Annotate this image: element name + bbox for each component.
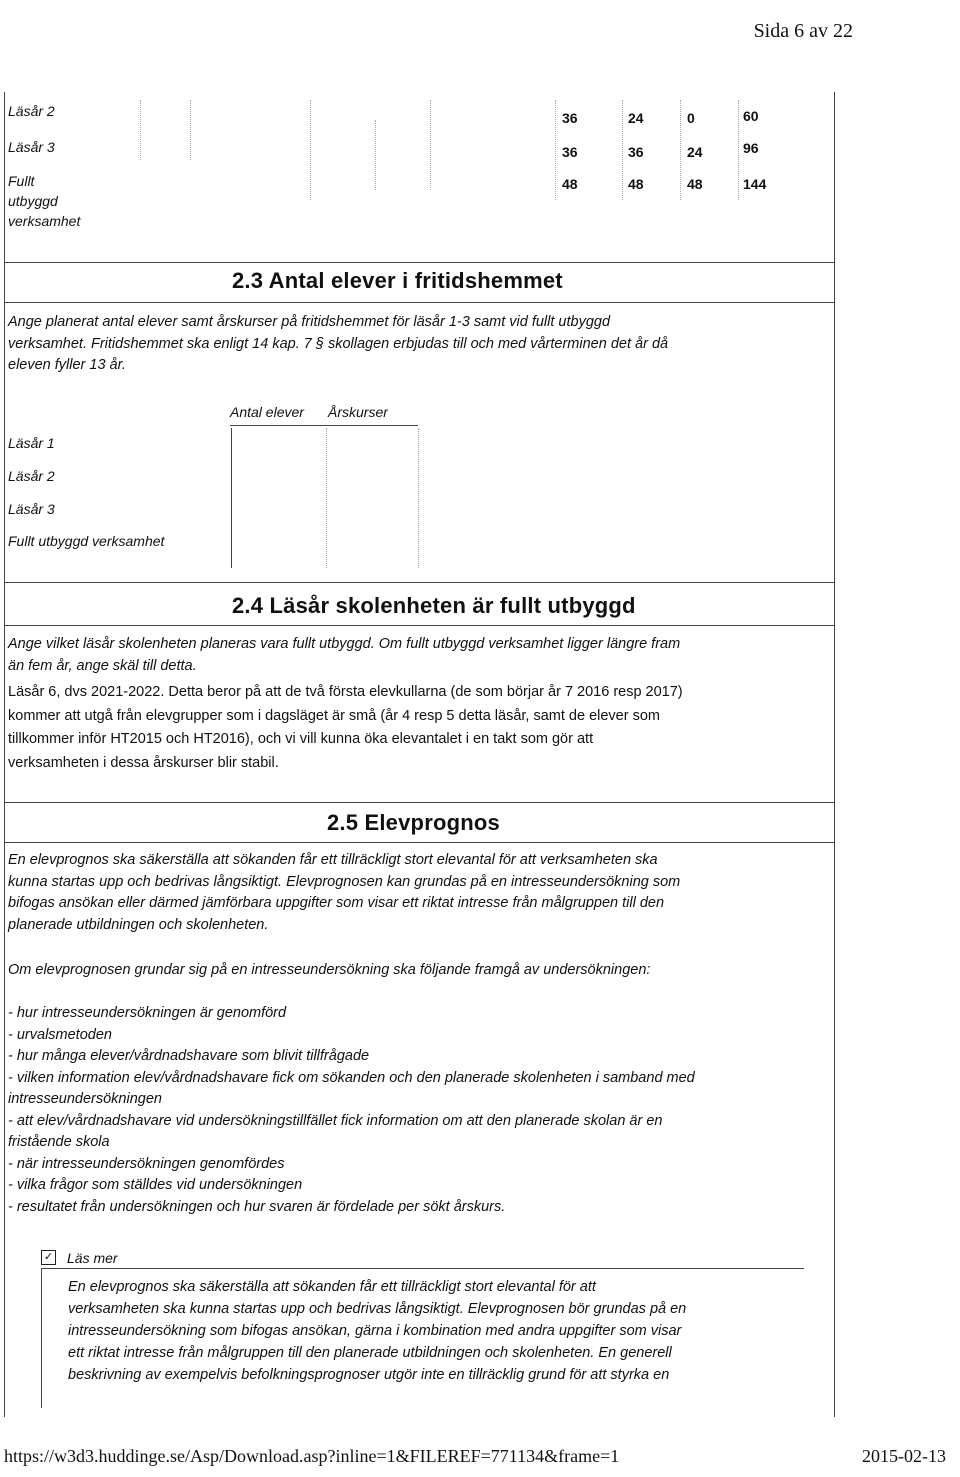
cell-value: 24	[628, 110, 644, 126]
cell-value: 48	[687, 176, 703, 192]
read-more-box-top	[41, 1268, 804, 1269]
intro-line: bifogas ansökan eller därmed jämförbara uppgifter som visar ett riktat intresse från målgruppen till den	[8, 895, 665, 911]
column-separator	[622, 100, 623, 200]
cell-value: 0	[687, 110, 695, 126]
row-label: Läsår 2	[8, 103, 55, 119]
row-label: Läsår 3	[8, 501, 55, 517]
read-more-line: ett riktat intresse från målgruppen till den planerade utbildningen och skolenheten. En generell	[68, 1345, 672, 1361]
read-more-line: verksamheten ska kunna startas upp och bedrivas långsiktigt. Elevprognosen bör grundas på en	[68, 1301, 687, 1317]
row-label: Läsår 3	[8, 139, 55, 155]
list-item: - vilken information elev/vårdnadshavare fick om sökanden och den planerade skolenheten i samband med	[8, 1069, 695, 1086]
row-label: verksamhet	[8, 213, 81, 229]
read-more-line: beskrivning av exempelvis befolkningsprognoser utgör inte en tillräcklig grund för att styrka en	[68, 1367, 670, 1383]
page-number: Sida 6 av 22	[753, 20, 853, 42]
cell-value: 48	[562, 176, 578, 192]
row-label: Fullt	[8, 173, 35, 189]
section-heading-2-4: 2.4 Läsår skolenheten är fullt utbyggd	[232, 593, 636, 618]
column-header-arskurser: Årskurser	[328, 404, 388, 420]
section-divider	[4, 582, 835, 583]
column-separator	[326, 428, 327, 568]
intro-line: planerade utbildningen och skolenheten.	[8, 916, 269, 933]
row-label: Läsår 1	[8, 435, 55, 451]
intro-line: En elevprognos ska säkerställa att sökanden får ett tillräckligt stort elevantal för att verksamheten ska	[8, 852, 658, 868]
column-header-antal-elever: Antal elever	[230, 404, 304, 420]
section-divider	[4, 302, 835, 303]
row-label: Fullt utbyggd verksamhet	[8, 533, 165, 549]
cell-value: 36	[562, 110, 578, 126]
cell-value: 144	[743, 176, 767, 192]
read-more-checkbox[interactable]: ✓	[41, 1250, 56, 1265]
answer-line: kommer att utgå från elevgrupper som i dagsläget är små (år 4 resp 5 detta läsår, samt de elever som	[8, 707, 660, 724]
section-divider	[4, 802, 835, 803]
instruction-line: än fem år, ange skäl till detta.	[8, 657, 197, 674]
list-item: intresseundersökningen	[8, 1091, 162, 1107]
read-more-line: intresseundersökning som bifogas ansökan, gärna i kombination med andra uppgifter som visar	[68, 1323, 682, 1339]
section-2-3-instructions	[8, 312, 813, 377]
list-item: - att elev/vårdnadshavare vid undersökningstillfället fick information om att den planerade skolan är en	[8, 1112, 663, 1129]
instruction-line: eleven fyller 13 år.	[8, 357, 126, 373]
section-divider	[4, 262, 835, 263]
column-separator	[418, 428, 419, 568]
column-separator	[680, 100, 681, 200]
footer-date: 2015-02-13	[862, 1446, 946, 1466]
column-separator	[555, 100, 556, 200]
instruction-line: Ange vilket läsår skolenheten planeras vara fullt utbyggd. Om fullt utbyggd verksamhet ligger längre fram	[8, 636, 681, 652]
row-label: utbyggd	[8, 193, 58, 209]
list-item: fristående skola	[8, 1134, 110, 1150]
section-2-4-answer	[8, 681, 813, 775]
column-separator	[375, 120, 376, 190]
intro-line: kunna startas upp och bedrivas långsiktigt. Elevprognosen kan grundas på en intresseundersökning som	[8, 873, 681, 890]
instruction-line: verksamhet. Fritidshemmet ska enligt 14 kap. 7 § skollagen erbjudas till och med vårterminen det år då	[8, 335, 669, 352]
section-heading-2-5: 2.5 Elevprognos	[327, 810, 500, 835]
column-separator	[738, 100, 739, 200]
read-more-text	[68, 1276, 808, 1386]
column-separator	[140, 100, 141, 160]
read-more-line: En elevprognos ska säkerställa att sökanden får ett tillräckligt stort elevantal för att	[68, 1279, 596, 1295]
list-item: - urvalsmetoden	[8, 1026, 112, 1043]
cell-value: 96	[743, 140, 759, 156]
section-2-4-instructions	[8, 634, 813, 677]
section-2-5-intro	[8, 850, 813, 936]
answer-line: verksamheten i dessa årskurser blir stabil.	[8, 754, 279, 771]
section-divider	[4, 842, 835, 843]
read-more-box-left	[41, 1268, 42, 1408]
column-separator	[231, 428, 232, 568]
footer-url[interactable]: https://w3d3.huddinge.se/Asp/Download.asp?inline=1&FILEREF=771134&frame=1	[4, 1446, 620, 1466]
column-separator	[310, 100, 311, 200]
column-separator	[430, 100, 431, 190]
answer-line: Läsår 6, dvs 2021-2022. Detta beror på att de två första elevkullarna (de som börjar år 7 2016 resp 2017)	[8, 684, 683, 700]
list-item: - hur många elever/vårdnadshavare som blivit tillfrågade	[8, 1048, 370, 1064]
cell-value: 48	[628, 176, 644, 192]
section-divider	[4, 625, 835, 626]
survey-requirements-list	[8, 1003, 813, 1218]
instruction-line: Ange planerat antal elever samt årskurser på fritidshemmet för läsår 1-3 samt vid fullt utbyggd	[8, 314, 611, 330]
frame-right-border	[834, 92, 835, 1417]
list-item: - när intresseundersökningen genomfördes	[8, 1155, 285, 1172]
cell-value: 60	[743, 108, 759, 124]
list-item: - vilka frågor som ställdes vid undersökningen	[8, 1177, 303, 1193]
survey-intro: Om elevprognosen grundar sig på en intresseundersökning ska följande framgå av undersökningen:	[8, 962, 651, 978]
list-item: - hur intresseundersökningen är genomförd	[8, 1005, 287, 1021]
section-heading-2-3: 2.3 Antal elever i fritidshemmet	[232, 268, 563, 293]
cell-value: 24	[687, 144, 703, 160]
answer-line: tillkommer inför HT2015 och HT2016), och vi vill kunna öka elevantalet i en takt som gör att	[8, 731, 594, 747]
cell-value: 36	[562, 144, 578, 160]
list-item: - resultatet från undersökningen och hur svaren är fördelade per sökt årskurs.	[8, 1198, 506, 1215]
read-more-toggle[interactable]: Läs mer	[67, 1250, 118, 1266]
row-label: Läsår 2	[8, 468, 55, 484]
cell-value: 36	[628, 144, 644, 160]
header-underline	[230, 425, 418, 426]
frame-left-border	[4, 92, 5, 1417]
column-separator	[190, 100, 191, 160]
